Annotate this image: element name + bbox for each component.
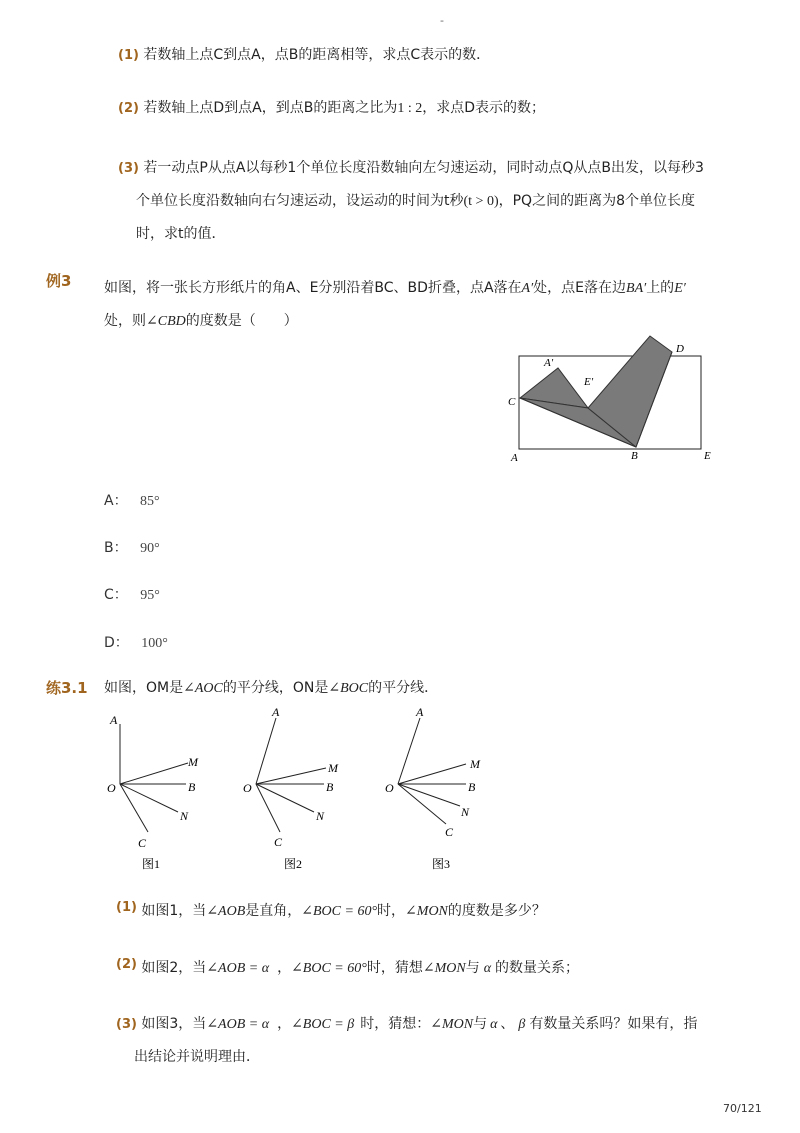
figure-1 bbox=[120, 724, 188, 832]
label-e: E bbox=[704, 450, 711, 462]
figure-caption: 图1 bbox=[142, 857, 161, 871]
stem-text: 上的 bbox=[646, 280, 675, 296]
question-text: ， bbox=[277, 1016, 292, 1032]
label-e-prime: E′ bbox=[584, 376, 594, 388]
ray-on bbox=[256, 784, 314, 812]
label-c: C bbox=[138, 836, 147, 850]
header-mark: - bbox=[440, 14, 444, 27]
option-a[interactable] bbox=[104, 490, 160, 510]
option-label: D： bbox=[104, 635, 129, 651]
question-text: 如图1，当 bbox=[141, 903, 207, 919]
option-value: 85° bbox=[140, 494, 160, 509]
option-value: 100° bbox=[141, 636, 168, 651]
option-label: C： bbox=[104, 587, 128, 603]
ray-om bbox=[398, 764, 466, 784]
question-text: 如图3，当 bbox=[141, 1016, 207, 1032]
a-prime-math: A′ bbox=[521, 281, 534, 296]
ray-oa bbox=[256, 718, 276, 784]
label-n: N bbox=[461, 805, 470, 819]
example3-stem bbox=[104, 272, 724, 338]
question-text: 时，求t的值． bbox=[136, 226, 226, 242]
question-text: ，求点D表示的数； bbox=[422, 100, 546, 116]
example-tag: 例3 bbox=[46, 272, 72, 290]
question-text: 的度数是多少？ bbox=[447, 903, 546, 919]
label-a: A bbox=[110, 713, 118, 727]
stem-text: 处，点E落在边 bbox=[533, 280, 627, 296]
question-text: 出结论并说明理由． bbox=[134, 1049, 260, 1065]
label-a: A bbox=[416, 705, 424, 719]
label-b: B bbox=[188, 780, 196, 794]
label-m: M bbox=[470, 757, 480, 771]
label-o: O bbox=[107, 781, 116, 795]
option-label: B： bbox=[104, 540, 128, 556]
label-b: B bbox=[468, 780, 476, 794]
stem-text: 的平分线． bbox=[368, 680, 439, 696]
question-number: (3) bbox=[116, 1017, 137, 1032]
label-m: M bbox=[188, 755, 198, 769]
math: ∠MON bbox=[405, 904, 448, 919]
option-c[interactable] bbox=[104, 584, 160, 604]
page-number: 70/121 bbox=[723, 1102, 762, 1115]
stem-text: 的平分线，ON是 bbox=[222, 680, 329, 696]
question-text: 个单位长度沿数轴向右匀速运动，设运动的时间为t秒 bbox=[136, 193, 464, 209]
stem-text: 如图，OM是 bbox=[104, 680, 184, 696]
question-text: 与 bbox=[465, 960, 480, 976]
folded-rectangle-figure bbox=[500, 330, 730, 465]
question-text: ， bbox=[277, 960, 292, 976]
question-text: 时，猜想 bbox=[366, 960, 423, 976]
option-label: A： bbox=[104, 493, 128, 509]
question-text: 时， bbox=[377, 903, 406, 919]
math: ∠BOC = 60° bbox=[291, 961, 367, 976]
math: ∠AOB = α bbox=[206, 961, 270, 976]
practice-tag: 练3.1 bbox=[46, 679, 88, 697]
math: ∠BOC = β bbox=[291, 1017, 355, 1032]
math: β bbox=[518, 1017, 526, 1032]
option-b[interactable] bbox=[104, 537, 160, 557]
question-number: (2) bbox=[118, 101, 139, 116]
question-text: 时，猜想： bbox=[360, 1016, 431, 1032]
question-2 bbox=[118, 98, 545, 119]
ray-oa bbox=[398, 718, 420, 784]
label-c: C bbox=[274, 835, 283, 849]
practice-question-1 bbox=[116, 898, 546, 922]
practice-stem bbox=[104, 678, 438, 699]
question-text: 若数轴上点C到点A，点B的距离相等，求点C表示的数． bbox=[143, 47, 491, 63]
practice-question-2 bbox=[116, 955, 579, 979]
question-text: 与 bbox=[473, 1016, 488, 1032]
label-n: N bbox=[316, 809, 325, 823]
label-c: C bbox=[508, 396, 516, 408]
label-c: C bbox=[445, 825, 454, 839]
ray-om bbox=[120, 763, 188, 784]
label-o: O bbox=[385, 781, 394, 795]
ray-oc bbox=[398, 784, 446, 824]
option-d[interactable] bbox=[104, 632, 168, 652]
option-value: 95° bbox=[140, 588, 160, 603]
question-number: (1) bbox=[116, 900, 137, 915]
math: ∠BOC = 60° bbox=[301, 904, 378, 919]
condition-math: (t > 0) bbox=[463, 194, 499, 209]
question-text: 是直角， bbox=[245, 903, 302, 919]
figure-caption: 图3 bbox=[432, 857, 451, 871]
ray-oc bbox=[256, 784, 280, 832]
question-number: (2) bbox=[116, 957, 137, 972]
stem-text: 处，则 bbox=[104, 313, 146, 329]
label-b: B bbox=[631, 450, 638, 462]
ba-prime-math: BA′ bbox=[626, 281, 647, 296]
label-b: B bbox=[326, 780, 334, 794]
stem-text: 的度数是（ ） bbox=[185, 313, 298, 329]
question-text: 有数量关系吗？如果有，指 bbox=[529, 1016, 698, 1032]
question-text: 的数量关系； bbox=[495, 960, 580, 976]
label-n: N bbox=[180, 809, 189, 823]
angle-boc-math: ∠BOC bbox=[328, 681, 369, 696]
angle-aoc-math: ∠AOC bbox=[183, 681, 223, 696]
math: ∠AOB bbox=[206, 904, 246, 919]
question-text: 若一动点P从点A以每秒1个单位长度沿数轴向左匀速运动，同时动点Q从点B出发，以每秒3 bbox=[143, 160, 704, 176]
ray-om bbox=[256, 768, 326, 784]
question-text: 如图2，当 bbox=[141, 960, 207, 976]
question-number: (3) bbox=[118, 161, 139, 176]
question-number: (1) bbox=[118, 48, 139, 63]
question-text: ，PQ之间的距离为8个单位长度 bbox=[498, 193, 695, 209]
ray-on bbox=[398, 784, 460, 806]
label-d: D bbox=[676, 343, 684, 355]
stem-text: 如图，将一张长方形纸片的角A、E分别沿着BC、BD折叠，点A落在 bbox=[104, 280, 522, 296]
ratio-math: 1 : 2 bbox=[397, 101, 423, 116]
math: ∠MON bbox=[430, 1017, 474, 1032]
question-1 bbox=[118, 45, 490, 66]
angle-math: ∠CBD bbox=[146, 314, 186, 329]
label-a: A bbox=[511, 452, 518, 464]
math: α bbox=[483, 961, 492, 976]
practice-question-3 bbox=[116, 1008, 756, 1073]
question-3 bbox=[118, 152, 718, 250]
angle-figures bbox=[100, 700, 500, 875]
label-m: M bbox=[328, 761, 338, 775]
figure-caption: 图2 bbox=[284, 857, 303, 871]
question-text: 若数轴上点D到点A，到点B的距离之比为 bbox=[143, 100, 398, 116]
math: ∠MON bbox=[422, 961, 466, 976]
math: α bbox=[490, 1017, 498, 1032]
figure-3 bbox=[398, 718, 466, 824]
option-value: 90° bbox=[140, 541, 160, 556]
label-o: O bbox=[243, 781, 252, 795]
label-a-prime: A′ bbox=[544, 357, 554, 369]
e-prime-math: E′ bbox=[674, 281, 686, 296]
label-a: A bbox=[272, 705, 280, 719]
question-text: 、 bbox=[500, 1016, 515, 1032]
math: ∠AOB = α bbox=[206, 1017, 270, 1032]
